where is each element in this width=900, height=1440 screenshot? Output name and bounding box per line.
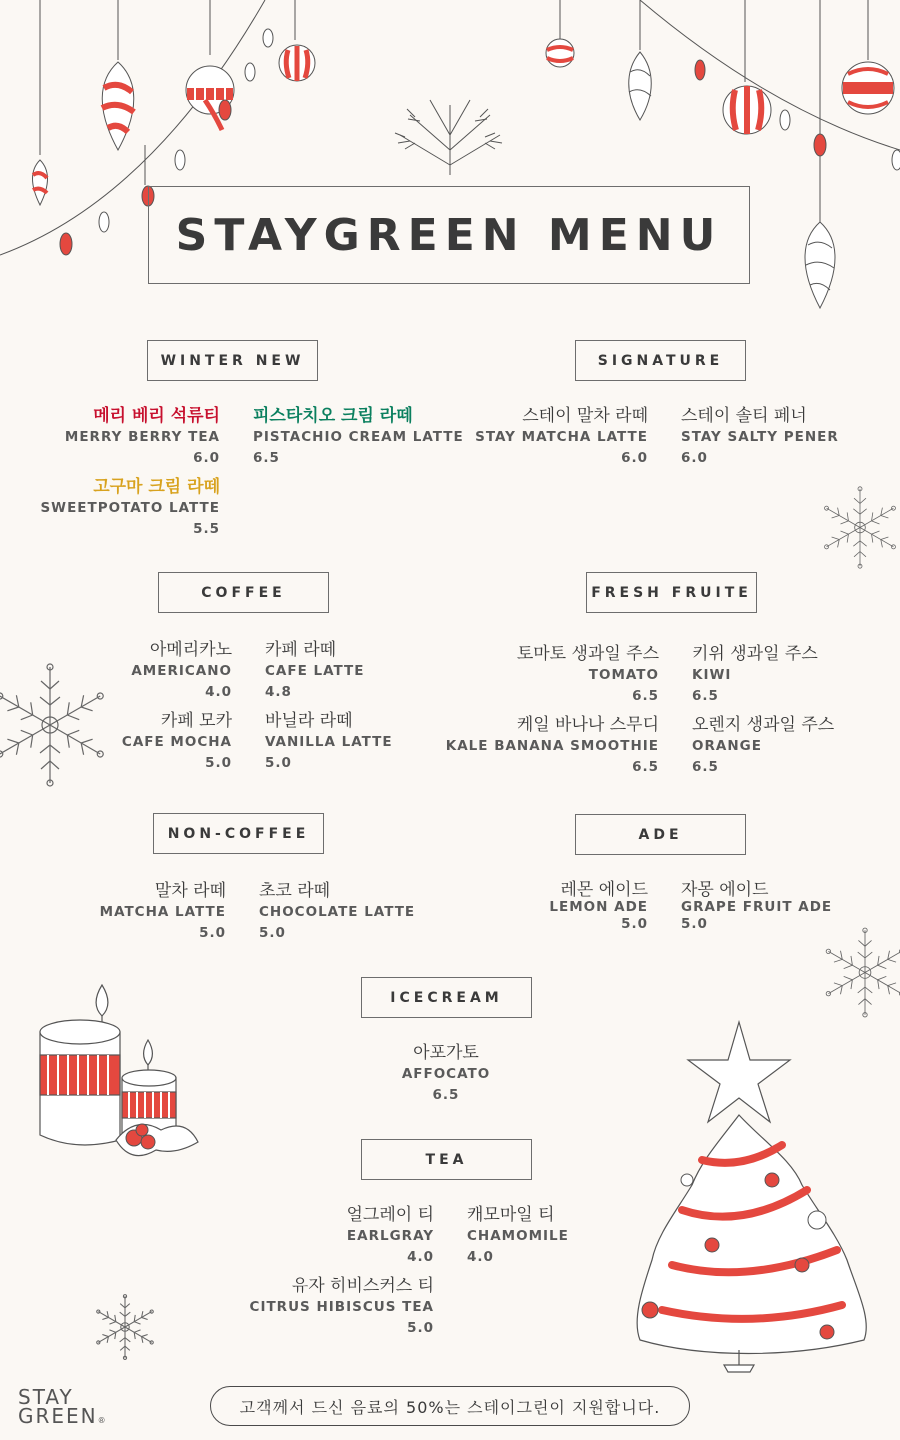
- item-price: 4.0: [407, 1249, 434, 1265]
- item-name-ko: 초코 라떼: [259, 881, 331, 901]
- candle-icon: [36, 980, 201, 1180]
- item-name-ko: 아메리카노: [149, 640, 232, 660]
- item-price: 5.0: [205, 755, 232, 771]
- item-price: 6.5: [253, 450, 280, 466]
- item-price: 6.0: [681, 450, 708, 466]
- section-header-ade: ADE: [575, 814, 746, 855]
- item-price: 5.0: [199, 925, 226, 941]
- item-price: 6.0: [621, 450, 648, 466]
- item-name-ko: 유자 히비스커스 티: [291, 1276, 434, 1296]
- item-name-en: MATCHA LATTE: [99, 904, 226, 920]
- item-name-ko: 바닐라 라떼: [265, 711, 353, 731]
- item-name-ko: 토마토 생과일 주스: [516, 644, 659, 664]
- item-price: 5.0: [259, 925, 286, 941]
- menu-item-citrus-hibiscus-tea: [230, 1276, 434, 1338]
- item-name-en: TOMATO: [588, 667, 659, 683]
- item-name-en: PISTACHIO CREAM LATTE: [253, 429, 464, 445]
- item-name-en: CHAMOMILE: [467, 1228, 569, 1244]
- section-header-tea: TEA: [361, 1139, 532, 1180]
- staygreen-logo: [18, 1385, 108, 1430]
- item-name-en: GRAPE FRUIT ADE: [681, 899, 833, 915]
- item-name-ko: 캐모마일 티: [467, 1205, 555, 1225]
- item-name-en: CAFE LATTE: [265, 663, 365, 679]
- item-price: 5.0: [265, 755, 292, 771]
- menu-item-matcha-latte: [60, 881, 226, 943]
- section-header-signature: SIGNATURE: [575, 340, 746, 381]
- section-header-fresh-fruite: FRESH FRUITE: [586, 572, 757, 613]
- item-name-en: KIWI: [692, 667, 732, 683]
- item-name-ko: 아포가토: [413, 1043, 479, 1063]
- menu-item-earlgray: [260, 1205, 434, 1267]
- item-name-ko: 고구마 크림 라떼: [93, 477, 220, 497]
- pine-branch-icon: [380, 95, 520, 180]
- item-name-en: AFFOCATO: [401, 1066, 491, 1082]
- menu-item-kiwi: [692, 644, 872, 706]
- item-name-en: MERRY BERRY TEA: [64, 429, 220, 445]
- item-name-en: ORANGE: [692, 738, 762, 754]
- section-header-coffee: COFFEE: [158, 572, 329, 613]
- menu-item-kale-banana-smoothie: [440, 715, 659, 777]
- menu-item-chamomile: [467, 1205, 637, 1267]
- item-price: 5.5: [193, 521, 220, 537]
- menu-item-affocato: [346, 1043, 546, 1105]
- item-name-ko: 케일 바나나 스무디: [516, 715, 659, 735]
- item-name-ko: 스테이 솔티 페너: [681, 406, 807, 426]
- menu-item-grape-fruit-ade: [681, 880, 861, 934]
- snowflake-icon: [0, 660, 100, 790]
- menu-item-merry-berry-tea: [20, 406, 220, 468]
- menu-item-stay-matcha-latte: [440, 406, 648, 468]
- item-name-en: KALE BANANA SMOOTHIE: [445, 738, 659, 754]
- item-price: 6.5: [432, 1087, 460, 1103]
- menu-item-lemon-ade: [500, 880, 648, 934]
- logo-line-2: GREEN: [18, 1404, 98, 1428]
- menu-item-vanilla-latte: [265, 711, 435, 773]
- item-name-en: SWEETPOTATO LATTE: [40, 500, 220, 516]
- item-name-ko: 자몽 에이드: [681, 880, 769, 900]
- footer-notice: 고객께서 드신 음료의 50%는 스테이그린이 지원합니다.: [210, 1386, 690, 1426]
- item-price: 6.5: [692, 688, 719, 704]
- item-name-ko: 오렌지 생과일 주스: [692, 715, 835, 735]
- item-price: 4.0: [205, 684, 232, 700]
- menu-item-chocolate-latte: [259, 881, 439, 943]
- item-name-en: VANILLA LATTE: [265, 734, 393, 750]
- item-name-en: CAFE MOCHA: [121, 734, 232, 750]
- section-header-icecream: ICECREAM: [361, 977, 532, 1018]
- christmas-tree-icon: [632, 1020, 872, 1375]
- item-name-en: LEMON ADE: [549, 899, 648, 915]
- item-name-ko: 키위 생과일 주스: [692, 644, 818, 664]
- section-header-non-coffee: NON-COFFEE: [153, 813, 324, 854]
- item-price: 4.0: [467, 1249, 494, 1265]
- item-name-ko: 카페 모카: [160, 711, 232, 731]
- item-name-ko: 피스타치오 크림 라떼: [253, 406, 413, 426]
- snowflake-icon: [830, 930, 900, 1015]
- menu-item-orange: [692, 715, 872, 777]
- item-name-en: STAY MATCHA LATTE: [475, 429, 648, 445]
- item-name-ko: 메리 베리 석류티: [93, 406, 220, 426]
- item-name-en: AMERICANO: [131, 663, 232, 679]
- item-name-ko: 말차 라떼: [154, 881, 226, 901]
- item-name-en: CITRUS HIBISCUS TEA: [249, 1299, 434, 1315]
- item-name-en: EARLGRAY: [346, 1228, 434, 1244]
- item-name-ko: 얼그레이 티: [346, 1205, 434, 1225]
- item-price: 5.0: [407, 1320, 434, 1336]
- item-name-ko: 카페 라떼: [265, 640, 337, 660]
- menu-item-cafe-latte: [265, 640, 435, 702]
- item-name-en: STAY SALTY PENER: [681, 429, 839, 445]
- item-price: 5.0: [681, 916, 708, 932]
- item-price: 6.5: [632, 688, 659, 704]
- menu-item-tomato: [440, 644, 659, 706]
- item-price: 5.0: [621, 916, 648, 932]
- logo-line-1: STAY: [18, 1385, 74, 1409]
- menu-title-box: [148, 186, 750, 284]
- item-price: 4.8: [265, 684, 292, 700]
- snowflake-icon: [92, 1293, 158, 1361]
- item-price: 6.5: [632, 759, 659, 775]
- item-name-ko: 스테이 말차 라떼: [522, 406, 648, 426]
- item-name-ko: 레몬 에이드: [560, 880, 648, 900]
- ornament-icon: [102, 62, 134, 150]
- menu-title: STAYGREEN MENU: [175, 209, 723, 261]
- item-name-en: CHOCOLATE LATTE: [259, 904, 416, 920]
- logo-registered-mark: ®: [97, 1416, 108, 1425]
- menu-item-sweetpotato-latte: [20, 477, 220, 539]
- item-price: 6.0: [193, 450, 220, 466]
- section-header-winter-new: WINTER NEW: [147, 340, 318, 381]
- item-price: 6.5: [692, 759, 719, 775]
- snowflake-icon: [820, 455, 900, 600]
